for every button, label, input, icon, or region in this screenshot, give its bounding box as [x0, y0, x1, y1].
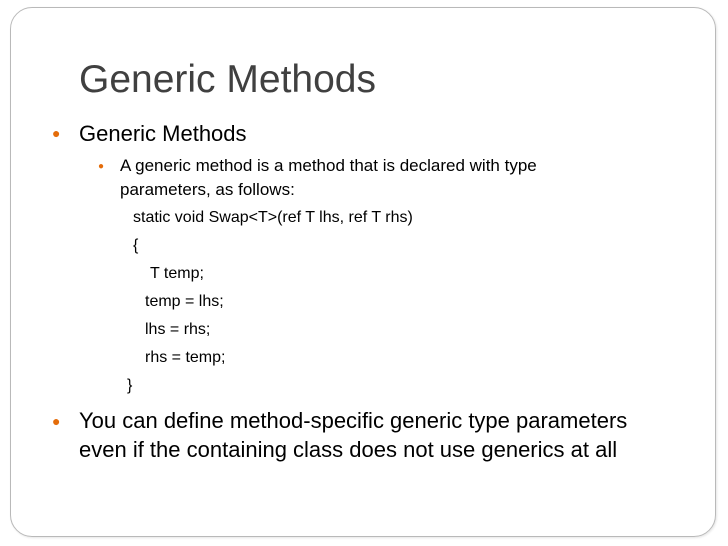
- code-line-4: temp = lhs;: [145, 293, 224, 310]
- bullet-1-text: Generic Methods: [79, 121, 247, 146]
- sub-bullet-icon: ●: [98, 161, 105, 172]
- code-line-7: }: [127, 377, 133, 394]
- slide-title: Generic Methods: [79, 58, 376, 101]
- code-line-2: {: [133, 237, 139, 254]
- bullet-2-text-line-2: even if the containing class does not use generics at all: [79, 437, 618, 462]
- sub-bullet-text-line-1: A generic method is a method that is declared with type: [120, 156, 537, 175]
- code-line-6: rhs = temp;: [145, 349, 226, 366]
- code-line-1: static void Swap<T>(ref T lhs, ref T rhs): [133, 209, 413, 226]
- bullet-2-text-line-1: You can define method-specific generic type parameters: [79, 408, 628, 433]
- code-line-3: T temp;: [150, 265, 204, 282]
- sub-bullet-text-line-2: parameters, as follows:: [120, 180, 295, 199]
- bullet-icon: ●: [52, 413, 61, 429]
- bullet-icon: ●: [52, 125, 61, 141]
- code-line-5: lhs = rhs;: [145, 321, 211, 338]
